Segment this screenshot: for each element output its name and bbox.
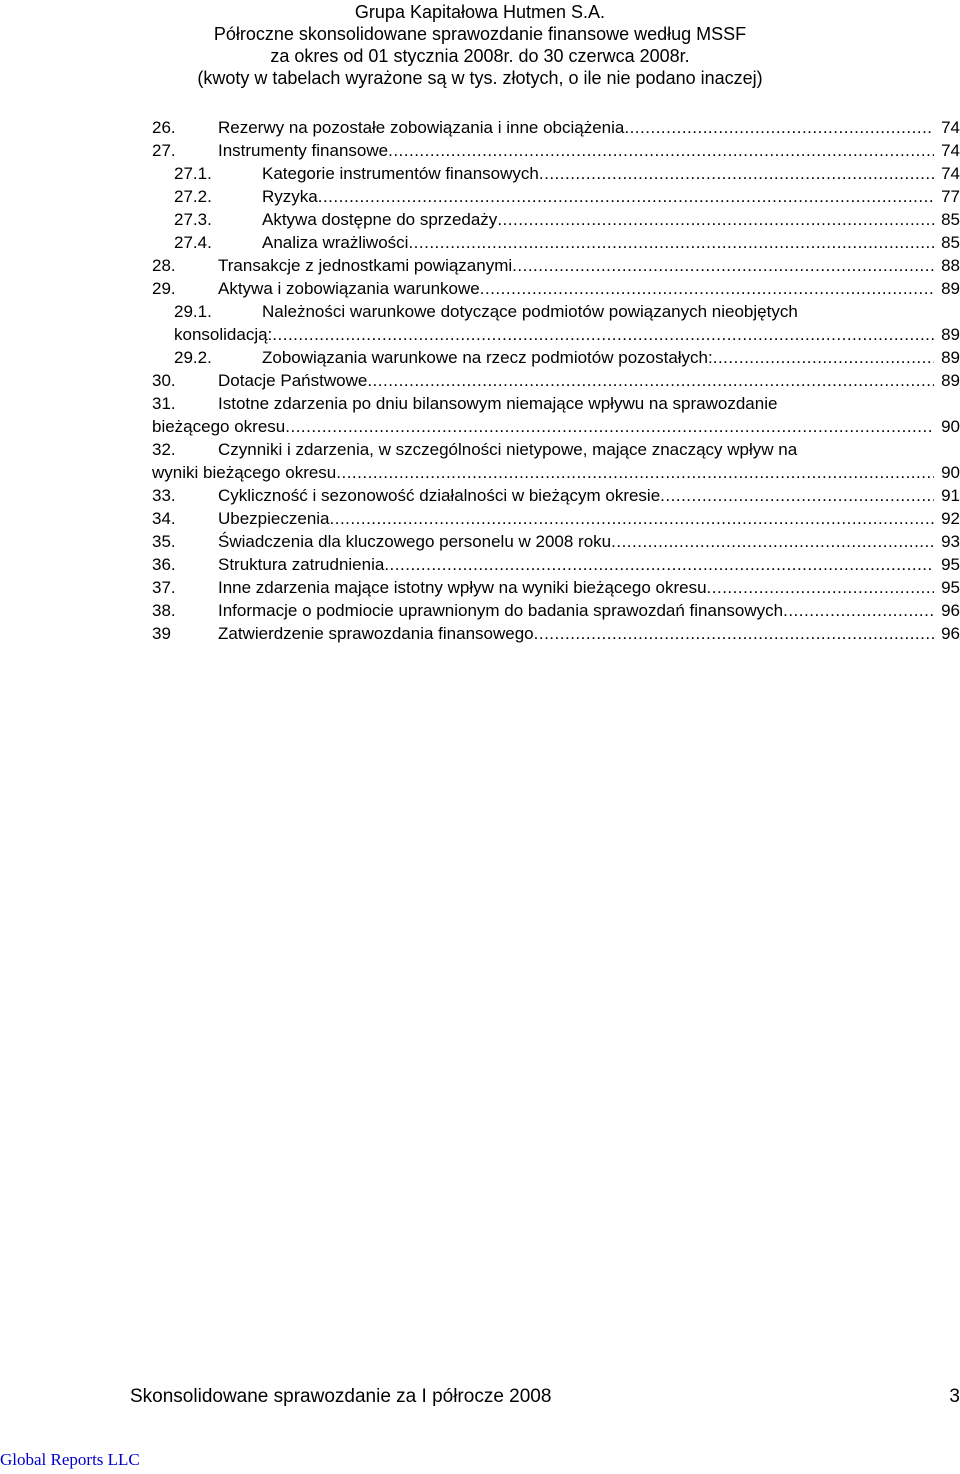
- toc-entry[interactable]: [152, 254, 960, 277]
- toc-entry-line: [152, 484, 960, 507]
- toc-entry-number: 27.4.: [174, 233, 212, 252]
- toc-entry-number: 29.: [152, 279, 176, 298]
- page-number: 3: [949, 1386, 960, 1407]
- toc-entry-number: 37.: [152, 578, 176, 597]
- toc-entry-number: 27.1.: [174, 164, 212, 183]
- toc-entry-title: Aktywa i zobowiązania warunkowe: [218, 279, 480, 298]
- dot-leader: [408, 231, 934, 254]
- dot-leader: [384, 553, 934, 576]
- dot-leader: [336, 461, 934, 484]
- toc-entry-page: 85: [941, 233, 960, 252]
- dot-leader: [285, 415, 934, 438]
- report-period: za okres od 01 stycznia 2008r. do 30 czerwca 2008r.: [270, 46, 690, 66]
- dot-leader: [534, 622, 934, 645]
- toc-entry-line: [152, 300, 960, 323]
- dot-leader: [707, 576, 934, 599]
- toc-entry-number: 27.: [152, 141, 176, 160]
- toc-entry[interactable]: [152, 530, 960, 553]
- toc-entry-title: Świadczenia dla kluczowego personelu w 2008 roku: [218, 532, 612, 551]
- toc-entry-line: [152, 162, 960, 185]
- toc-entry-number: 29.1.: [174, 302, 212, 321]
- toc-entry-page: 88: [941, 256, 960, 275]
- toc-entry[interactable]: [152, 116, 960, 139]
- toc-entry-line: [152, 116, 960, 139]
- footer-text: Skonsolidowane sprawozdanie za I półrocze 2008: [130, 1386, 552, 1407]
- dot-leader: [713, 346, 934, 369]
- credit-text: Global Reports LLC: [0, 1450, 140, 1469]
- toc-entry-page: 89: [941, 371, 960, 390]
- toc-entry-number: 32.: [152, 440, 176, 459]
- toc-entry-page: 92: [941, 509, 960, 528]
- toc-entry[interactable]: [152, 277, 960, 300]
- dot-leader: [272, 323, 934, 346]
- toc-entry-title: Czynniki i zdarzenia, w szczególności nietypowe, mające znaczący wpływ na: [218, 440, 798, 459]
- toc-entry[interactable]: [152, 599, 960, 622]
- toc-entry-line: [152, 369, 960, 392]
- toc-entry-number: 30.: [152, 371, 176, 390]
- toc-entry[interactable]: [152, 438, 960, 484]
- toc-entry-title-continued: wyniki bieżącego okresu: [152, 463, 337, 482]
- toc-entry[interactable]: [152, 576, 960, 599]
- dot-leader: [388, 139, 934, 162]
- toc-entry-title: Istotne zdarzenia po dniu bilansowym niemające wpływu na sprawozdanie: [218, 394, 778, 413]
- toc-entry-number: 28.: [152, 256, 176, 275]
- toc-entry-line: [152, 507, 960, 530]
- toc-entry-page: 95: [941, 578, 960, 597]
- toc-entry[interactable]: [152, 484, 960, 507]
- toc-entry-title-continued: bieżącego okresu: [152, 417, 286, 436]
- toc-entry-title: Aktywa dostępne do sprzedaży: [262, 210, 498, 229]
- toc-entry-title: Cykliczność i sezonowość działalności w bieżącym okresie: [218, 486, 661, 505]
- toc-entry-number: 35.: [152, 532, 176, 551]
- table-of-contents: [152, 116, 960, 645]
- toc-entry-page: 85: [941, 210, 960, 229]
- toc-entry-line: [152, 392, 960, 415]
- toc-entry-number: 31.: [152, 394, 176, 413]
- toc-entry[interactable]: [152, 162, 960, 185]
- company-name: Grupa Kapitałowa Hutmen S.A.: [354, 2, 606, 22]
- toc-entry-line: [152, 599, 960, 622]
- toc-entry-title: Instrumenty finansowe: [218, 141, 389, 160]
- toc-entry[interactable]: [152, 622, 960, 645]
- toc-entry-number: 39: [152, 624, 171, 643]
- dot-leader: [367, 369, 934, 392]
- toc-entry[interactable]: [152, 185, 960, 208]
- toc-entry-line: [152, 622, 960, 645]
- toc-entry-line: [152, 530, 960, 553]
- dot-leader: [539, 162, 934, 185]
- dot-leader: [497, 208, 934, 231]
- dot-leader: [330, 507, 934, 530]
- toc-entry-title: Ryzyka: [262, 187, 318, 206]
- toc-entry-line: [152, 438, 960, 461]
- toc-entry-number: 38.: [152, 601, 176, 620]
- toc-entry-line: [152, 185, 960, 208]
- dot-leader: [783, 599, 934, 622]
- toc-entry-page: 96: [941, 601, 960, 620]
- toc-entry-title: Ubezpieczenia: [218, 509, 330, 528]
- toc-entry[interactable]: [152, 139, 960, 162]
- toc-entry-page: 89: [941, 325, 960, 344]
- toc-entry[interactable]: [152, 369, 960, 392]
- toc-entry-line: [152, 415, 960, 438]
- toc-entry[interactable]: [152, 300, 960, 346]
- toc-entry-title: Struktura zatrudnienia: [218, 555, 385, 574]
- toc-entry-page: 95: [941, 555, 960, 574]
- toc-entry-line: [152, 254, 960, 277]
- toc-entry-number: 34.: [152, 509, 176, 528]
- toc-entry-number: 26.: [152, 118, 176, 137]
- toc-entry-page: 74: [941, 164, 960, 183]
- dot-leader: [611, 530, 934, 553]
- toc-entry[interactable]: [152, 507, 960, 530]
- toc-entry-page: 90: [941, 417, 960, 436]
- toc-entry-number: 27.2.: [174, 187, 212, 206]
- toc-entry-page: 96: [941, 624, 960, 643]
- dot-leader: [480, 277, 934, 300]
- toc-entry-line: [152, 208, 960, 231]
- toc-entry-number: 29.2.: [174, 348, 212, 367]
- toc-entry-title: Kategorie instrumentów finansowych: [262, 164, 539, 183]
- toc-entry[interactable]: [152, 392, 960, 438]
- toc-entry-number: 36.: [152, 555, 176, 574]
- toc-entry-line: [152, 346, 960, 369]
- document-header: [0, 0, 960, 89]
- toc-entry-title: Dotacje Państwowe: [218, 371, 368, 390]
- toc-entry-page: 89: [941, 348, 960, 367]
- toc-entry-title: Informacje o podmiocie uprawnionym do badania sprawozdań finansowych: [218, 601, 784, 620]
- toc-entry[interactable]: [152, 208, 960, 231]
- toc-entry-title: Transakcje z jednostkami powiązanymi: [218, 256, 513, 275]
- toc-entry-title: Zobowiązania warunkowe na rzecz podmiotów pozostałych:: [262, 348, 713, 367]
- dot-leader: [512, 254, 934, 277]
- toc-entry[interactable]: [152, 231, 960, 254]
- toc-entry-line: [152, 139, 960, 162]
- page-footer: [130, 1386, 960, 1408]
- toc-entry-title: Zatwierdzenie sprawozdania finansowego: [218, 624, 534, 643]
- toc-entry-page: 93: [941, 532, 960, 551]
- dot-leader: [660, 484, 934, 507]
- dot-leader: [318, 185, 934, 208]
- toc-entry-line: [152, 277, 960, 300]
- toc-entry-page: 74: [941, 118, 960, 137]
- toc-entry-number: 27.3.: [174, 210, 212, 229]
- toc-entry-line: [152, 576, 960, 599]
- toc-entry-title-continued: konsolidacją:: [174, 325, 273, 344]
- units-note: (kwoty w tabelach wyrażone są w tys. złotych, o ile nie podano inaczej): [197, 68, 763, 88]
- report-title: Półroczne skonsolidowane sprawozdanie finansowe według MSSF: [213, 24, 747, 44]
- toc-entry-number: 33.: [152, 486, 176, 505]
- toc-entry-page: 91: [941, 486, 960, 505]
- toc-entry-line: [152, 553, 960, 576]
- toc-entry-title: Należności warunkowe dotyczące podmiotów powiązanych nieobjętych: [262, 302, 798, 321]
- toc-entry-page: 89: [941, 279, 960, 298]
- toc-entry-page: 74: [941, 141, 960, 160]
- toc-entry-title: Analiza wrażliwości: [262, 233, 409, 252]
- toc-entry-page: 90: [941, 463, 960, 482]
- toc-entry-line: [152, 323, 960, 346]
- dot-leader: [624, 116, 934, 139]
- toc-entry-title: Inne zdarzenia mające istotny wpływ na wyniki bieżącego okresu: [218, 578, 707, 597]
- toc-entry[interactable]: [152, 346, 960, 369]
- toc-entry-line: [152, 461, 960, 484]
- toc-entry[interactable]: [152, 553, 960, 576]
- toc-entry-title: Rezerwy na pozostałe zobowiązania i inne obciążenia: [218, 118, 625, 137]
- toc-entry-line: [152, 231, 960, 254]
- toc-entry-page: 77: [941, 187, 960, 206]
